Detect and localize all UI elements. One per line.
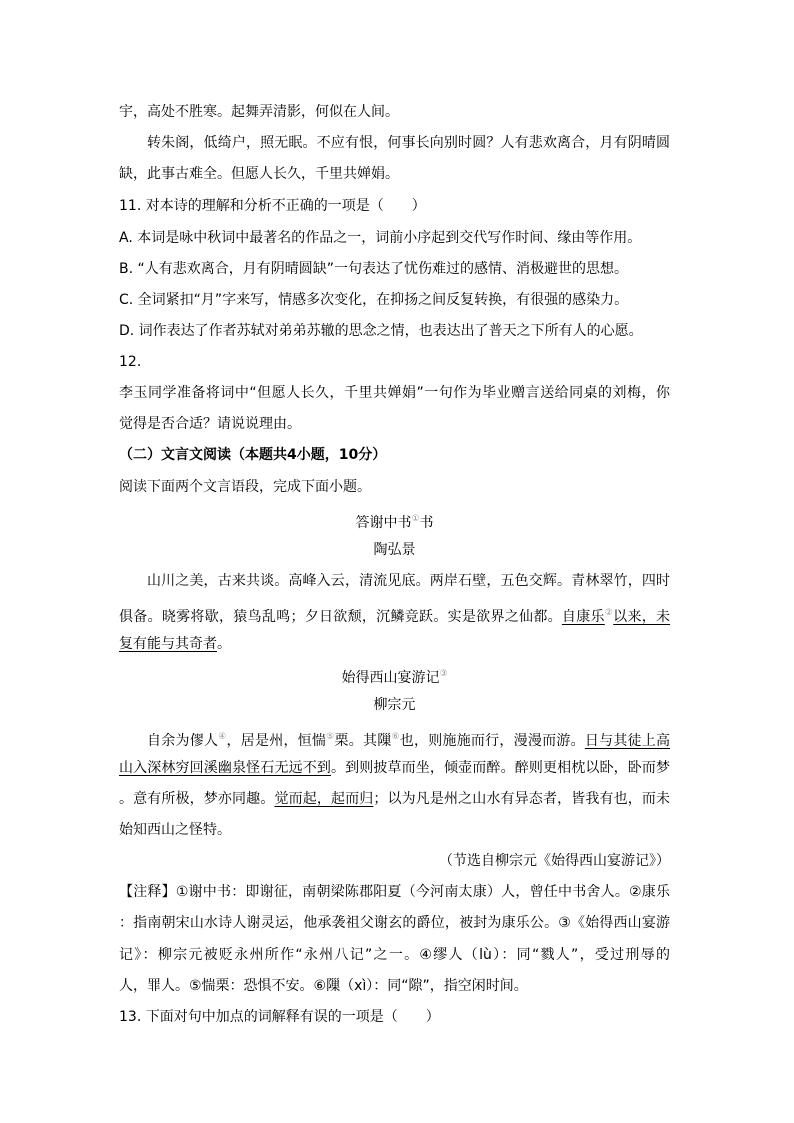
text-segment: 人，罪人。⑤惴栗：恐惧不安。⑥隟（xì）：同“隙”，指空闲时间。: [119, 978, 528, 994]
text-line: [119, 634, 670, 654]
underlined-text: 日与其徒上高: [584, 733, 671, 749]
text-line: [119, 477, 670, 497]
text-segment: 缺，此事古难全。但愿人长久，千里共婵娟。: [119, 166, 399, 182]
text-line: [119, 414, 670, 434]
footnote-marker: ①: [411, 514, 420, 524]
footnote-marker: ⑤: [326, 732, 335, 742]
footnote-marker: ⑥: [391, 732, 400, 742]
text-segment: 宇，高处不胜寒。起舞弄清影，何似在人间。: [119, 104, 399, 120]
text-segment: A. 本词是咏中秋词中最著名的作品之一，词前小序起到交代写作时间、缘由等作用。: [119, 230, 642, 246]
text-segment: 13. 下面对句中加点的词解释有误的一项是（ ）: [119, 1009, 440, 1025]
text-line: [119, 882, 670, 902]
text-segment: 李玉同学准备将词中“但愿人长久，千里共婵娟”一句作为毕业赠言送给同桌的刘梅，你: [119, 385, 670, 401]
text-segment: 。意有所极，梦亦同趣。: [119, 791, 275, 807]
text-segment: 11. 对本诗的理解和分析不正确的一项是（ ）: [119, 198, 426, 214]
text-segment: 。: [217, 636, 231, 652]
text-segment: 书: [419, 515, 434, 531]
text-segment: 觉得是否合适？请说说理由。: [119, 416, 301, 432]
text-line: [119, 945, 670, 965]
underlined-text: 复有能与其奇者: [119, 636, 217, 652]
text-segment: 记》：柳宗元被贬永州所作“永州八记”之一。④缪人（lù）：同“戮人”，受过刑辱的: [119, 947, 670, 963]
text-segment: 始知西山之怪特。: [119, 822, 231, 838]
text-line: [119, 976, 670, 996]
text-segment: （二）文言文阅读（本题共4小题，10分）: [119, 447, 387, 463]
centered-title-line: [119, 509, 670, 533]
text-line: [119, 321, 670, 341]
text-line: [119, 164, 670, 184]
text-segment: 。到则披草而坐，倾壶而醉。醉则更相枕以卧，卧而梦: [330, 760, 671, 776]
underlined-text: 山入深林穷回溪幽泉怪石无远不到: [119, 760, 331, 776]
section-heading: [119, 445, 670, 465]
footnote-marker: ②: [604, 608, 614, 618]
underlined-text: 自康乐: [561, 609, 605, 625]
text-segment: 柳宗元: [373, 697, 416, 713]
text-line: [119, 352, 670, 372]
text-line: [119, 259, 670, 279]
text-segment: ：指南朝宋山水诗人谢灵运，他承袭祖父谢玄的爵位，被封为康乐公。③《始得西山宴游: [119, 915, 670, 931]
text-segment: C. 全词紧扣“月”字来写，情感多次变化，在抑扬之间反复转换，有很强的感染力。: [119, 292, 629, 308]
footnote-marker: ③: [439, 669, 448, 679]
underlined-text: 以来，未: [613, 609, 671, 625]
text-line: [119, 102, 670, 122]
centered-title-line: [119, 540, 670, 560]
text-line: [119, 228, 670, 248]
text-segment: 转朱阁，低绮户，照无眠。不应有恨，何事长向别时圆？人有悲欢离合，月有阴晴圆: [147, 135, 670, 151]
text-segment: 山川之美，古来共谈。高峰入云，清流见底。两岸石壁，五色交辉。青林翠竹，四时: [147, 573, 670, 589]
text-line: [119, 603, 670, 627]
text-line: [119, 290, 670, 310]
text-segment: （节选自柳宗元《始得西山宴游记》）: [439, 853, 670, 869]
text-line: [119, 196, 670, 216]
text-segment: B. “人有悲欢离合，月有阴晴圆缺”一句表达了忧伤难过的感情、消极避世的思想。: [119, 261, 629, 277]
text-segment: 阅读下面两个文言语段，完成下面小题。: [119, 479, 371, 495]
text-segment: D. 词作表达了作者苏轼对弟弟苏辙的思念之情，也表达出了普天之下所有人的心愿。: [119, 323, 643, 339]
underlined-text: 觉而起，起而归: [274, 791, 374, 807]
text-segment: 始得西山宴游记: [341, 670, 440, 686]
text-segment: ；以为凡是州之山水有异态者，皆我有也，而未: [373, 791, 671, 807]
text-segment: 俱备。晓雾将歇，猿鸟乱鸣；夕日欲颓，沉鳞竞跃。实是欲界之仙都。: [119, 609, 562, 625]
text-segment: 12.: [119, 354, 142, 370]
text-line: [119, 383, 670, 403]
text-line: [119, 727, 670, 751]
text-line: [119, 789, 670, 809]
text-segment: 栗。其隟: [334, 733, 392, 749]
text-line: [119, 758, 670, 778]
text-segment: 陶弘景: [373, 542, 416, 558]
text-segment: 答谢中书: [355, 515, 412, 531]
text-segment: 也，则施施而行，漫漫而游。: [399, 733, 585, 749]
text-line: [119, 571, 670, 591]
centered-title-line: [119, 664, 670, 688]
text-segment: 【注释】①谢中书：即谢征，南朝梁陈郡阳夏（今河南太康）人，曾任中书舍人。②康乐: [119, 884, 670, 900]
text-segment: 自余为僇人: [147, 733, 219, 749]
footnote-marker: ④: [218, 732, 227, 742]
text-line: [119, 851, 670, 871]
text-line: [119, 913, 670, 933]
centered-title-line: [119, 695, 670, 715]
text-segment: ，居是州，恒惴: [226, 733, 327, 749]
text-line: [119, 133, 670, 153]
text-line: [119, 820, 670, 840]
text-line: [119, 1007, 670, 1027]
